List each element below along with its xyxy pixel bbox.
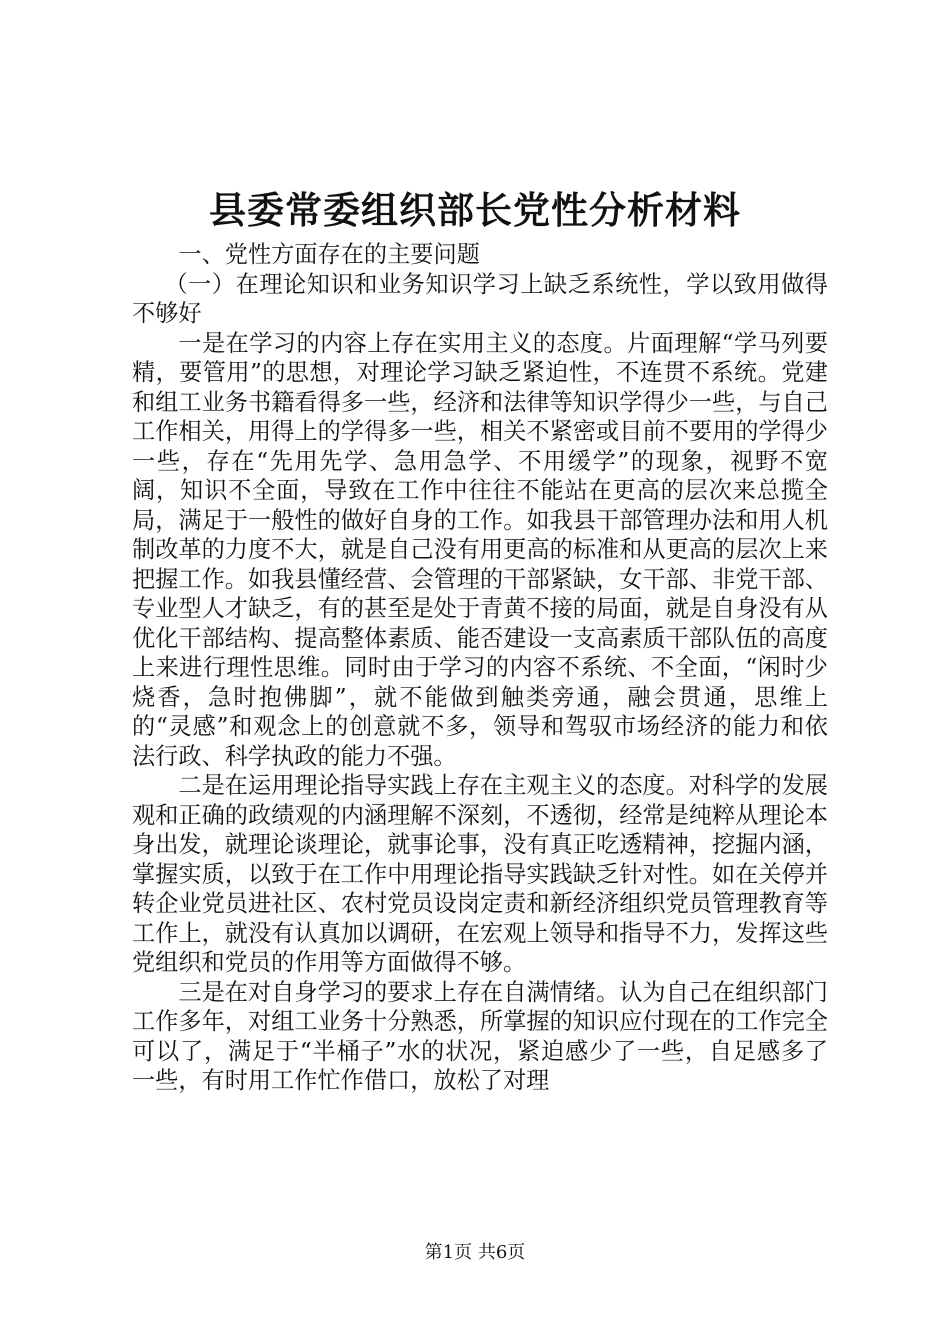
- document-title: 县委常委组织部长党性分析材料: [209, 188, 741, 232]
- body-paragraph: 二是在运用理论指导实践上存在主观主义的态度。对科学的发展观和正确的政绩观的内涵理解不深刻，不透彻，经常是纯粹从理论本身出发，就理论谈理论，就事论事，没有真正吃透精神，挖掘内涵，掌握实质，以致于在工作中用理论指导实践缺乏针对性。如在关停并转企业党员进社区、农村党员设岗定责和新经济组织党员管理教育等工作上，就没有认真加以调研，在宏观上领导和指导不力，发挥这些党组织和党员的作用等方面做得不够。: [132, 772, 828, 976]
- subsection-heading: （一）在理论知识和业务知识学习上缺乏系统性，学以致用做得不够好: [132, 270, 828, 327]
- body-paragraph: 三是在对自身学习的要求上存在自满情绪。认为自己在组织部门工作多年，对组工业务十分熟悉，所掌握的知识应付现在的工作完全可以了，满足于“半桶子”水的状况，紧迫感少了一些，自足感多了一些，有时用工作忙作借口，放松了对理: [132, 978, 828, 1094]
- document-body: [132, 240, 828, 1096]
- page-footer: 第1页 共6页: [424, 1242, 526, 1263]
- body-paragraph: 一是在学习的内容上存在实用主义的态度。片面理解“学马列要精，要管用”的思想，对理论学习缺乏紧迫性，不连贯不系统。党建和组工业务书籍看得多一些，经济和法律等知识学得少一些，与自己工作相关，用得上的学得多一些，相关不紧密或目前不要用的学得少一些，存在“先用先学、急用急学、不用缓学”的现象，视野不宽阔，知识不全面，导致在工作中往往不能站在更高的层次来总揽全局，满足于一般性的做好自身的工作。如我县干部管理办法和用人机制改革的力度不大，就是自己没有用更高的标准和从更高的层次上来把握工作。如我县懂经营、会管理的干部紧缺，女干部、非党干部、专业型人才缺乏，有的甚至是处于青黄不接的局面，就是自身没有从优化干部结构、提高整体素质、能否建设一支高素质干部队伍的高度上来进行理性思维。同时由于学习的内容不系统、不全面，“闲时少烧香，急时抱佛脚”，就不能做到触类旁通，融会贯通，思维上的“灵感”和观念上的创意就不多，领导和驾驭市场经济的能力和依法行政、科学执政的能力不强。: [132, 329, 828, 770]
- section-heading: 一、党性方面存在的主要问题: [178, 241, 480, 268]
